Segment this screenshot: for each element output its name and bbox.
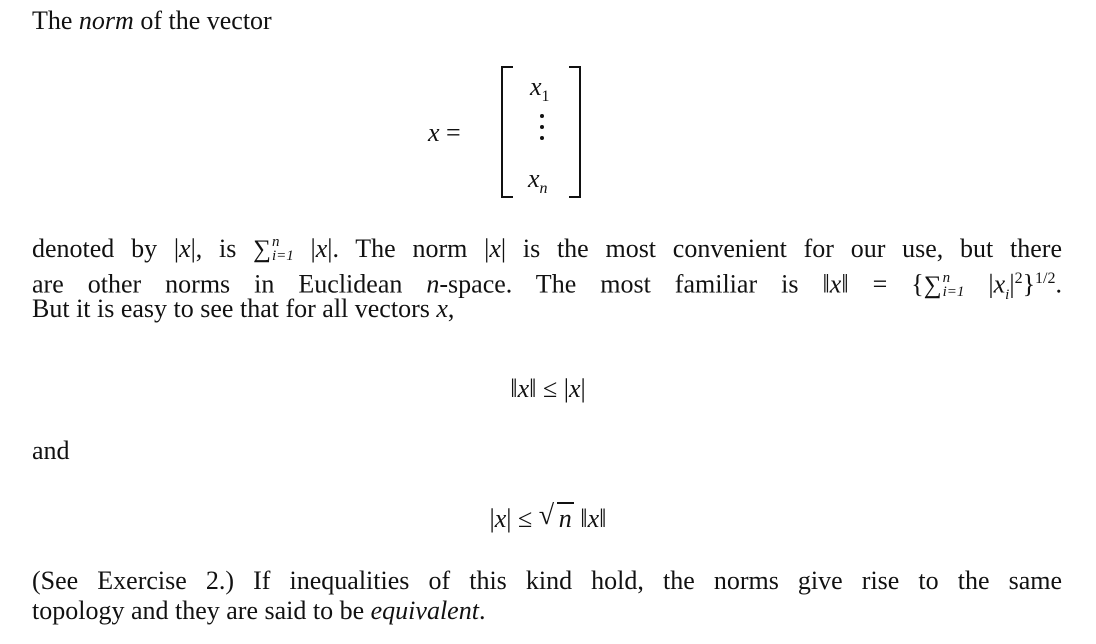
sum-symbol: ∑ bbox=[253, 236, 271, 263]
inequality-1: ‖x‖ ≤ |x| bbox=[510, 374, 586, 403]
right-bracket bbox=[569, 66, 581, 198]
intro-line bbox=[32, 6, 272, 36]
square-root: √ n bbox=[538, 500, 572, 533]
inequality-2: |x| ≤ √ n ‖x‖ bbox=[489, 500, 607, 533]
paragraph2-line1: (See Exercise 2.) If inequalities of this kind hold, the norms give rise to the same bbox=[32, 566, 1062, 595]
matrix-entry-first: $x_1$ bbox=[530, 72, 550, 106]
paragraph2-line2: topology and they are said to be equivalent. bbox=[32, 596, 486, 625]
matrix-entry-last: $x_n$ bbox=[528, 164, 548, 198]
paragraph1-line3: But it is easy to see that for all vectors x, bbox=[32, 294, 455, 323]
paragraph1-line1: denoted by |x|, is ∑ n i=1 |x|. The norm |x| is the most convenient for our use, but there bbox=[32, 234, 1062, 265]
paragraph1-line2: are other norms in Euclidean n-space. The most familiar is ‖x‖ = {∑ n i=1 $|x_i|^2\}^{1/2}$. bbox=[32, 269, 1062, 303]
left-bracket bbox=[501, 66, 513, 198]
vector-definition bbox=[0, 64, 1096, 200]
sum-symbol-2: ∑ bbox=[923, 271, 942, 299]
vertical-ellipsis bbox=[539, 114, 545, 148]
intro-text-end: of the vector bbox=[133, 6, 272, 35]
matrix-lhs: x = bbox=[428, 118, 461, 147]
equivalent-emphasis: equivalent bbox=[370, 596, 479, 625]
intro-text: The bbox=[32, 6, 79, 35]
norm-emphasis: norm bbox=[78, 6, 134, 35]
and-line: and bbox=[32, 436, 70, 465]
